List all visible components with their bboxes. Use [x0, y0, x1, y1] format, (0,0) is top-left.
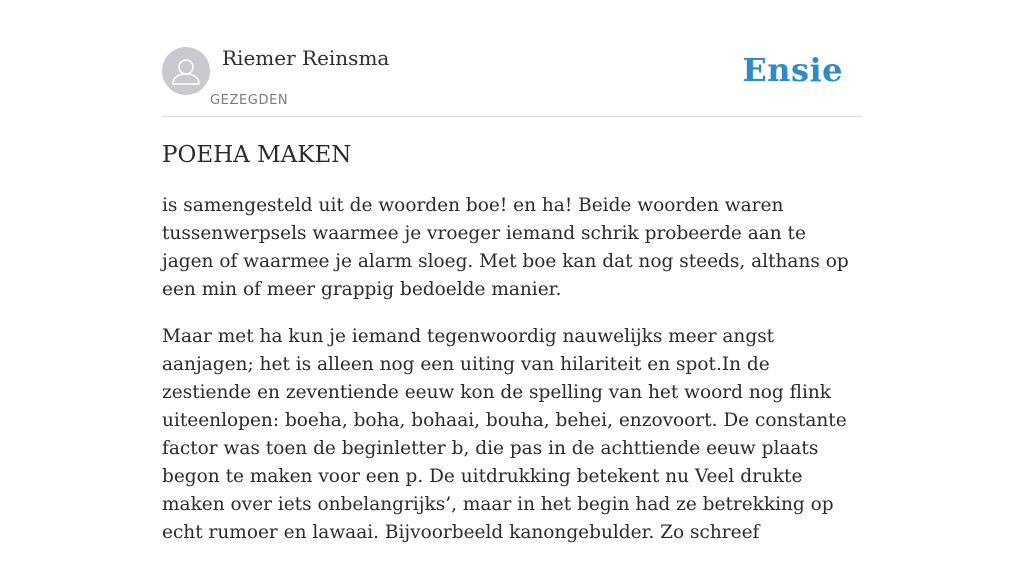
- author-name[interactable]: Riemer Reinsma: [222, 46, 390, 70]
- paragraph: Maar met ha kun je iemand tegenwoordig nauwelijks meer angst aanjagen; het is alleen nog een uiting van hilariteit en spot.In de zestiende en zeventiende eeuw kon de spelling van het woord nog flink uiteenlopen: boeha, boha, bohaai, bouha, behei, enzovoort. De constante factor was toen de beginletter b, die pas in de achttiende eeuw plaats begon te maken voor een p. De uitdrukking betekent nu Veel drukte maken over iets onbelangrijks’, maar in het begin had ze betrekking op echt rumoer en lawaai. Bijvoorbeeld kanongebulder. Zo schreef: [162, 326, 847, 543]
- category-label[interactable]: GEZEGDEN: [210, 93, 289, 108]
- article-body: [162, 192, 862, 566]
- page-title: POEHA MAKEN: [162, 142, 352, 168]
- user-icon: [162, 47, 210, 95]
- brand-logo[interactable]: Ensie: [742, 51, 843, 89]
- article-header: [162, 46, 862, 117]
- paragraph: is samengesteld uit de woorden boe! en ha! Beide woorden waren tussenwerpsels waarmee je vroeger iemand schrik probeerde aan te jagen of waarmee je alarm sloeg. Met boe kan dat nog steeds, althans op een min of meer grappig bedoelde manier.: [162, 195, 849, 300]
- article-page: [162, 0, 862, 543]
- avatar[interactable]: [162, 47, 210, 95]
